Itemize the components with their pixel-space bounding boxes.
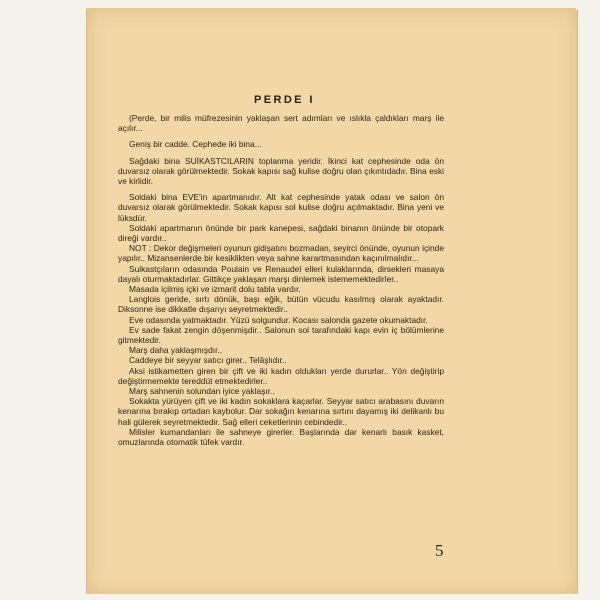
paragraph-11: Ev sade fakat zengin döşenmişdir.. Salonun sol tarafındaki kapı evin iç bölümlerine gitmektedir. [118, 324, 444, 346]
paragraph-2: Geniş bir cadde. Cephede iki bina... [129, 139, 262, 150]
paragraph-14: Aksi istikametten giren bir çift ve iki kadın oldukları yerde dururlar.. Yön değiştirip değiştirmemekte tereddüt etmektedirler.. [118, 365, 444, 386]
paragraph-12: Marş daha yaklaşmışdır.. [129, 345, 223, 356]
paragraph-5: Soldaki apartmanın önünde bir park kanepesi, sağdaki binanın önünde bir otopark direği vardır.. [118, 222, 444, 244]
act-heading: PERDE I [254, 94, 315, 106]
paragraph-9: Langlois geride, sırtı dönük, başı eğik, bütün vücudu kasılmış olarak ayaktadır. Diksonne ise dikkatle dışarıyı seyretmektedir.. [118, 294, 444, 315]
paragraph-10: Eve odasında yatmaktadır. Yüzü solgundur. Kocası salonda gazete okumaktadır. [129, 314, 428, 325]
paragraph-17: Milisler kumandanları ile sahneye girerler. Başlarında dar kenarlı basık kasket, omuzlarında otomatik tüfek vardır. [118, 426, 444, 448]
paragraph-1: (Perde, bir milis müfrezesinin yaklaşan sert adımları ve ıslıkla çaldıkları marş ile açılır... [118, 113, 444, 134]
paragraph-7: Suikastçıların odasında Poulain ve Renaudel elleri kulaklarında, dirsekleri masaya dayalı oturmaktadırlar. Gittikçe yaklaşan marşı dinlemek istememektedirler.. [118, 263, 444, 284]
paragraph-16: Sokakta yürüyen çift ve iki kadın sokaklara kaçarlar. Seyyar satıcı arabasını duvarın kenarına bırakıp ortadan kaybolur. Dar sokağın kenarına sırtını dayamış iki delikanlı bu hali gülerek seyretmektedir. Sağ elleri ceketlerinin cebindedir.. [118, 396, 444, 427]
page-body-text [118, 113, 444, 447]
paragraph-8: Masada içilmiş içki ve izmarit dolu tabla vardır. [129, 284, 301, 295]
paragraph-3: Sağdaki bina SUİKASTCILARIN toplanma yeridir. İkinci kat cephesinde oda ön duvarsız olarak görülmektedir. Sokak kapısı sağ kulise doğru olan çıkıntıdadır. Bina eski ve kirlidir. [118, 155, 444, 187]
page-number: 5 [435, 541, 444, 560]
paragraph-15: Marş sahnenin solundan iyice yaklaşır.. [129, 386, 275, 397]
paragraph-6: NOT : Dekor değişmeleri oyunun gidişatını bozmadan, seyirci önünde, oyunun içinde yapılır.. Mizansenlerde bir kesiklikten veya sahne karartmasından kaçınılmalıdır... [118, 243, 444, 264]
paragraph-13: Caddeye bir seyyar satıcı girer.. Telâşlıdır.. [129, 355, 287, 366]
paragraph-4: Soldaki bina EVE'in apartmanıdır. Alt kat cephesinde yatak odası ve salon ön duvarsız olarak görülmektedir. Sokak kapısı sol kulise doğru açılmaktadır. Bina yeni ve lüksdür. [118, 192, 444, 223]
